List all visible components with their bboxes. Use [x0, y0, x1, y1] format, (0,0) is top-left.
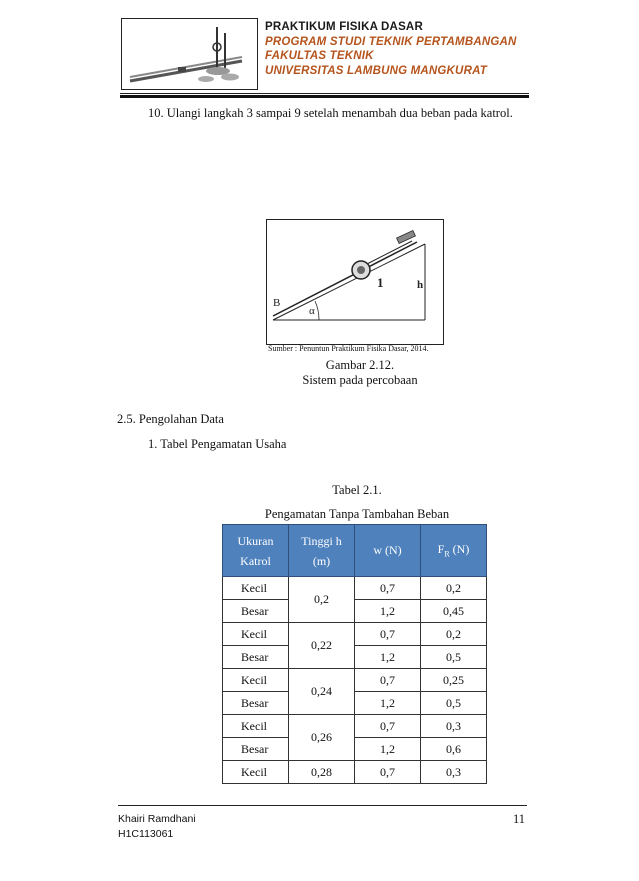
header-institution [265, 20, 517, 78]
cell-tinggi: 0,28 [289, 761, 355, 784]
observation-table [222, 524, 487, 784]
figure-caption-title: Sistem pada percobaan [302, 373, 418, 387]
section-heading: 2.5. Pengolahan Data [117, 412, 224, 426]
table-row [223, 646, 487, 669]
cell-tinggi: 0,24 [289, 669, 355, 715]
cell-w: 1,2 [355, 692, 421, 715]
table-row [223, 738, 487, 761]
page-number: 11 [512, 812, 525, 826]
cell-tinggi: 0,26 [289, 715, 355, 761]
header-fr: $F_R$ (N) [421, 525, 487, 577]
cell-ukuran: Kecil [223, 715, 289, 738]
cell-w: 0,7 [355, 761, 421, 784]
cell-ukuran: Besar [223, 600, 289, 623]
figure-source: Sumber : Penuntun Praktikum Fisika Dasar, 2014. [268, 344, 429, 353]
table-row [223, 761, 487, 784]
header-faculty: FAKULTAS TEKNIK [265, 50, 374, 62]
figure-caption [280, 358, 440, 388]
header-divider-thick [120, 95, 529, 98]
table-caption [259, 478, 455, 526]
table-row [223, 692, 487, 715]
label-h: h [417, 279, 424, 291]
cell-ukuran: Kecil [223, 577, 289, 600]
cell-fr: 0,2 [421, 623, 487, 646]
header-study-program: PROGRAM STUDI TEKNIK PERTAMBANGAN [265, 35, 517, 48]
cell-fr: 0,25 [421, 669, 487, 692]
label-one: 1 [377, 275, 384, 290]
figure-incline-system [266, 219, 444, 345]
cell-w: 0,7 [355, 623, 421, 646]
table-row [223, 623, 487, 646]
header-tinggi: Tinggi h (m) [289, 525, 355, 577]
cell-fr: 0,45 [421, 600, 487, 623]
table-row [223, 577, 487, 600]
procedure-step-10: 10. Ulangi langkah 3 sampai 9 setelah menambah dua beban pada katrol. [148, 106, 513, 120]
footer-author [118, 812, 196, 842]
header-divider-thin [120, 93, 529, 94]
footer-author-nim: H1C113061 [118, 828, 174, 840]
cell-w: 1,2 [355, 738, 421, 761]
cell-fr: 0,6 [421, 738, 487, 761]
cell-w: 1,2 [355, 646, 421, 669]
table-row [223, 715, 487, 738]
cell-fr: 0,2 [421, 577, 487, 600]
cell-w: 0,7 [355, 715, 421, 738]
table-title: Pengamatan Tanpa Tambahan Beban [264, 507, 450, 521]
subsection-heading: 1. Tabel Pengamatan Usaha [148, 437, 287, 451]
table-row [223, 669, 487, 692]
label-b: B [273, 297, 281, 309]
cell-fr: 0,3 [421, 761, 487, 784]
cell-fr: 0,5 [421, 692, 487, 715]
cell-w: 0,7 [355, 669, 421, 692]
figure-caption-number: Gambar 2.12. [325, 358, 395, 372]
incline-apparatus-illustration [122, 19, 257, 89]
cell-ukuran: Kecil [223, 623, 289, 646]
cell-w: 0,7 [355, 577, 421, 600]
cell-ukuran: Besar [223, 692, 289, 715]
header-w: w (N) [355, 525, 421, 577]
table-row [223, 600, 487, 623]
cell-w: 1,2 [355, 600, 421, 623]
cell-ukuran: Besar [223, 646, 289, 669]
cell-ukuran: Kecil [223, 761, 289, 784]
cell-tinggi: 0,22 [289, 623, 355, 669]
cell-ukuran: Kecil [223, 669, 289, 692]
cell-ukuran: Besar [223, 738, 289, 761]
footer-divider [118, 805, 527, 806]
incline-diagram [267, 220, 443, 344]
cell-fr: 0,3 [421, 715, 487, 738]
header-apparatus-image [121, 18, 258, 90]
cell-fr: 0,5 [421, 646, 487, 669]
header-university: UNIVERSITAS LAMBUNG MANGKURAT [265, 64, 487, 77]
cell-tinggi: 0,2 [289, 577, 355, 623]
label-alpha: α [309, 305, 315, 317]
table-number: Tabel 2.1. [332, 483, 382, 497]
footer-author-name: Khairi Ramdhani [118, 813, 196, 825]
header-course-title: PRAKTIKUM FISIKA DASAR [265, 21, 423, 33]
header-ukuran-katrol: Ukuran Katrol [223, 525, 289, 577]
